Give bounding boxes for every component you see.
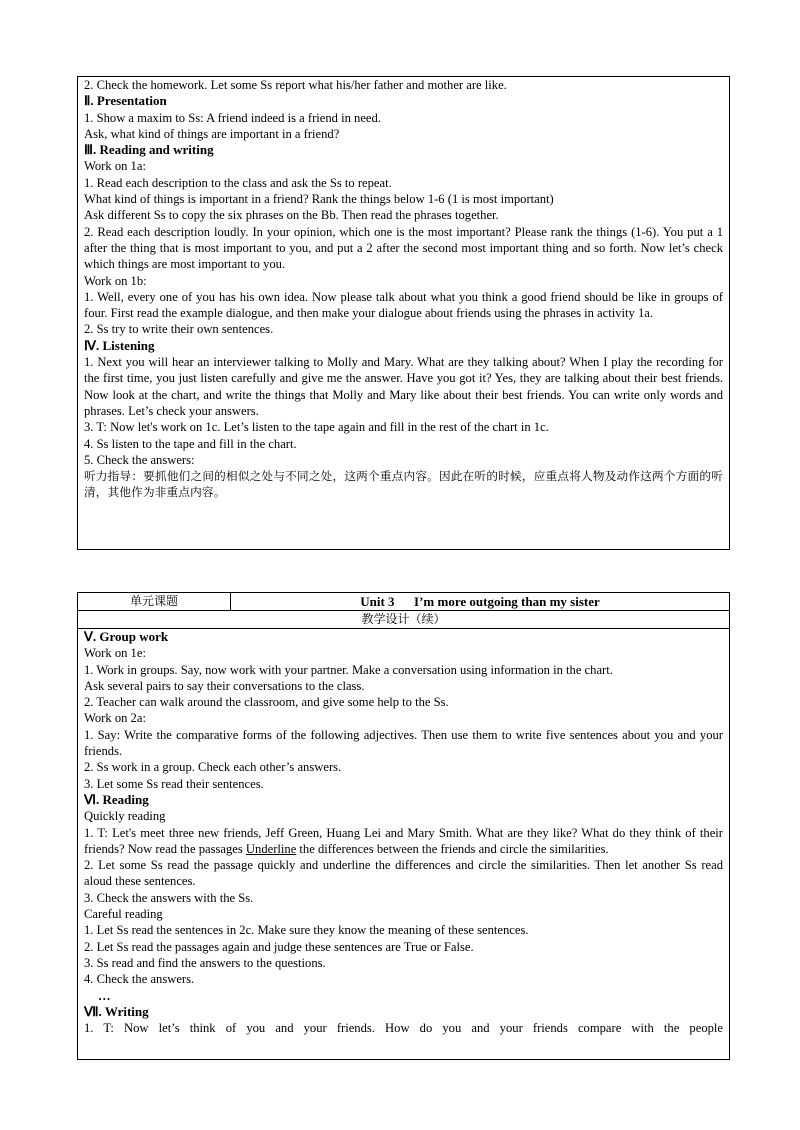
text-line: Work on 1b: <box>84 273 147 288</box>
reading-step-1 <box>84 825 723 858</box>
text-line: 2. Let some Ss read the passage quickly and underline the differences and circle the similarities. Then let another Ss read aloud these sentences. <box>84 858 723 889</box>
text-line: Work on 1e: <box>84 646 146 661</box>
text-line: Quickly reading <box>84 809 166 824</box>
text-line: 2. Let Ss read the passages again and judge these sentences are True or False. <box>84 939 474 954</box>
text-line: 听力指导：要抓他们之间的相似之处与不同之处，这两个重点内容。因此在听的时候，应重点将人物及动作这两个方面的听清，其他作为非重点内容。 <box>84 469 723 500</box>
lesson-lines-part2a <box>84 629 723 825</box>
text-line: 1. T: Now let’s think of you and your friends. How do you and your friends compare with the people <box>84 1021 723 1036</box>
text-line: 4. Ss listen to the tape and fill in the chart. <box>84 436 297 451</box>
text-line: 2. Teacher can walk around the classroom, and give some help to the Ss. <box>84 695 449 710</box>
text-line: 2. Read each description loudly. In your opinion, which one is the most important? Please rank the things (1-6). You put a 1 after the thing that is most important to you, and put a 2 after the second most important thing and so forth. Now let’s check which things are most important to you. <box>84 224 723 272</box>
text-line: 1. Let Ss read the sentences in 2c. Make sure they know the meaning of these sentences. <box>84 923 529 938</box>
section-heading: Ⅵ. Reading <box>84 791 149 807</box>
lesson-content-part1 <box>78 77 729 501</box>
text-line: 1. Next you will hear an interviewer talking to Molly and Mary. What are they talking about? When I play the recording for the first time, you just listen carefully and give me the answer. Have you got it? Yes, they are talking about their best friends. Now look at the chart, and write the things that Molly and Mary like about their best friends. You can write only words and phrases. Let’s check your answers. <box>84 355 723 418</box>
design-subheader: 教学设计（续） <box>78 611 729 629</box>
lesson-box-part2 <box>77 592 730 1060</box>
text-line: 1. Read each description to the class and ask the Ss to repeat. <box>84 175 392 190</box>
section-heading: Ⅱ. Presentation <box>84 93 167 109</box>
lesson-box-part1 <box>77 76 730 550</box>
section-heading: Ⅴ. Group work <box>84 629 169 644</box>
text-line: 2. Check the homework. Let some Ss report what his/her father and mother are like. <box>84 78 507 92</box>
text-line: Ask, what kind of things are important in a friend? <box>84 126 340 141</box>
text-line: 3. T: Now let's work on 1c. Let’s listen to the tape again and fill in the rest of the chart in 1c. <box>84 420 549 435</box>
text-line: 3. Ss read and find the answers to the questions. <box>84 955 326 970</box>
text-line: 5. Check the answers: <box>84 452 195 467</box>
reading-step-1-text: 1. T: Let's meet three new friends, Jeff Green, Huang Lei and Mary Smith. What are they like? What do they think of their friends? Now read the passages <box>84 825 723 856</box>
text-line: 1. Work in groups. Say, now work with your partner. Make a conversation using information in the chart. <box>84 662 613 677</box>
text-line: What kind of things is important in a friend? Rank the things below 1-6 (1 is most important) <box>84 192 554 207</box>
section-heading: Ⅶ. Writing <box>84 1003 149 1019</box>
unit-label: 单元课题 <box>78 593 231 610</box>
text-line: 1. Say: Write the comparative forms of the following adjectives. Then use them to write five sentences about you and your friends. <box>84 727 723 759</box>
lesson-content-part2 <box>78 629 729 1036</box>
text-line: Careful reading <box>84 907 163 922</box>
text-line: 4. Check the answers. <box>84 972 195 987</box>
text-line: Ask several pairs to say their conversations to the class. <box>84 678 365 693</box>
reading-step-1-text-end: the differences between the friends and circle the similarities. <box>296 841 609 856</box>
section-heading: Ⅲ. Reading and writing <box>84 142 214 158</box>
lesson-lines-part2b <box>84 857 723 1036</box>
text-line: Work on 2a: <box>84 711 146 726</box>
unit-title: Unit 3 I’m more outgoing than my sister <box>360 594 600 609</box>
text-line: 2. Ss try to write their own sentences. <box>84 322 274 337</box>
text-line: 1. Show a maxim to Ss: A friend indeed is a friend in need. <box>84 110 381 125</box>
section-heading: Ⅳ. Listening <box>84 337 155 353</box>
text-line: … <box>98 988 111 1003</box>
text-line: 3. Let some Ss read their sentences. <box>84 776 264 791</box>
unit-header-row <box>78 593 729 611</box>
text-line: Ask different Ss to copy the six phrases on the Bb. Then read the phrases together. <box>84 208 499 223</box>
text-line: 1. Well, every one of you has his own idea. Now please talk about what you think a good friend should be like in groups of four. First read the example dialogue, and then make your dialogue about friends using the phrases in activity 1a. <box>84 289 723 321</box>
underline-word: Underline <box>245 841 297 856</box>
text-line: 2. Ss work in a group. Check each other’s answers. <box>84 760 342 775</box>
text-line: 3. Check the answers with the Ss. <box>84 890 254 905</box>
text-line: Work on 1a: <box>84 159 146 174</box>
